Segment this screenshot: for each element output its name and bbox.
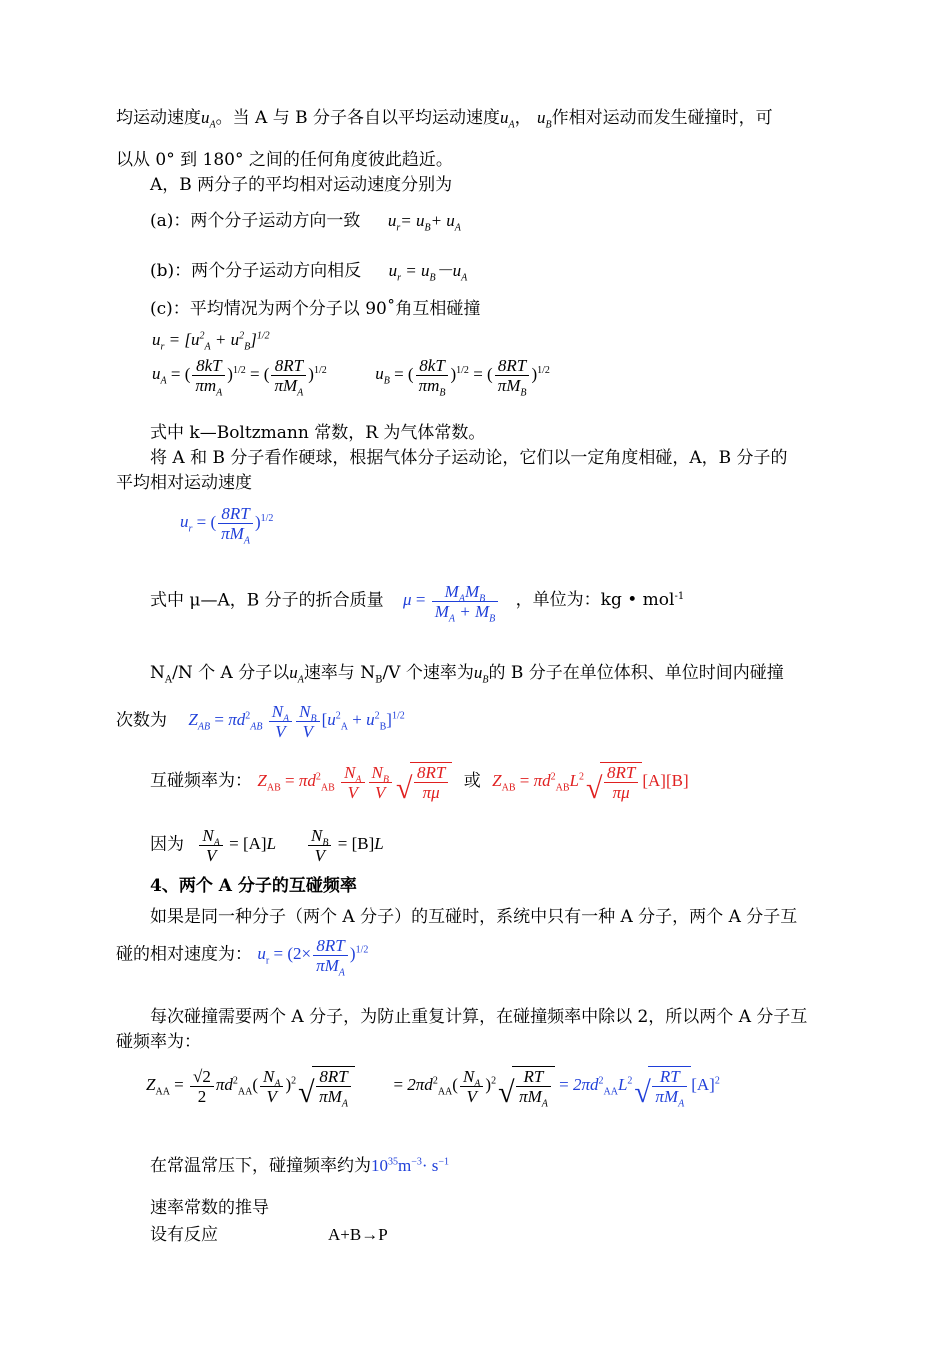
count-line-2: 次数为 $Z_{AB} = \pi d^2_{AB}$ $\frac{N_A}{V}$ $\frac{N_B}{V}$ $[u^2_A + u^2_B]^{1/2}$	[116, 702, 405, 741]
section4-p1: 如果是同一种分子（两个 A 分子）的互碰时，系统中只有一种 A 分子，两个 A 分子互	[150, 907, 798, 927]
formula-same-direction: $u_r= u_B+ u_A$	[387, 211, 461, 234]
note-hard-sphere-1: 将 A 和 B 分子看作硬球，根据气体分子运动论，它们以一定角度相碰，A，B 分子的	[150, 448, 788, 468]
symbol-uA: $u_A$	[201, 108, 216, 131]
formula-ZAB-1: $Z_{AB} = \pi d^2_{AB}$ $\frac{N_A}{V}$ $\frac{N_B}{V}$ √ $\frac{8RT}{\pi\mu}$	[257, 771, 452, 790]
para1-line1	[116, 103, 773, 131]
formula-ZAA: $Z_{AA}$ = $\frac{√2}{2}$ $\pi d^2_{AA}$( $\frac{N_A}{V}$ )$^2$ √ $\frac{8RT}{\pi M_A}$ = $2\pi d^2_{AA}$( $\frac{N_A}{V}$ )$^2$ √ $\frac{RT}{\pi M_A}$ = $2\pi d^2_{AA}L^2$ √ $\frac{RT}{\pi M_A}$ $[A]^2$	[146, 1066, 720, 1106]
text: 作相对运动而发生碰撞时，可	[551, 108, 773, 128]
formula-ur-blue: $u_r$ = ( $\frac{8RT}{\pi M_A}$ )$^{1/2}$	[180, 504, 274, 547]
formula-ZAB-count: $Z_{AB} = \pi d^2_{AB}$ $\frac{N_A}{V}$ $\frac{N_B}{V}$ $[u^2_A + u^2_B]^{1/2}$	[188, 702, 405, 741]
formula-ur-AA: $u_r = (2\times$ $\frac{8RT}{\pi M_A}$ )$^{1/2}$	[257, 936, 369, 979]
text: ，	[514, 108, 532, 128]
symbol-uA: $u_A$	[500, 108, 515, 131]
formula-opposite-direction: $u_r = u_B-u_A$	[388, 261, 468, 284]
section4-p2: 碰的相对速度为： $u_r = (2\times$ $\frac{8RT}{\pi M_A}$ )$^{1/2}$	[116, 936, 369, 979]
count-line: $N_A/N$ 个 A 分子以$u_A$速率与 $N_B/V$ 个速率为$u_B$的 B 分子在单位体积、单位时间内碰撞	[150, 663, 784, 686]
section4-p4: 碰频率为：	[116, 1032, 201, 1052]
formula-ur-average: $u_r = [u^2_A + u^2_B]^{1/2}$	[152, 330, 270, 353]
section4-heading: 4、两个 A 分子的互碰频率	[150, 876, 357, 896]
formula-ZAB-2: $Z_{AB} = \pi d^2_{AB}L^2$ √ $\frac{8RT}{\pi\mu}$ [A][B]	[492, 771, 688, 790]
section4-p3: 每次碰撞需要两个 A 分子，为防止重复计算，在碰撞频率中除以 2，所以两个 A 分子互	[150, 1007, 808, 1027]
formula-uA-uB: $u_A$ = ( $\frac{8kT}{\pi m_A}$ )$^{1/2}$ = ( $\frac{8RT}{\pi M_A}$ )$^{1/2}$ $u_B$ = ( $\frac{8kT}{\pi m_B}$ )$^{1/2}$ = ( $\frac{8RT}{\pi M_B}$ )$^{1/2}$	[152, 356, 550, 399]
case-b: (b)：两个分子运动方向相反 $u_r = u_B-u_A$	[150, 261, 468, 284]
formula-concentration: $\frac{N_A}{V}$ = [A]L $\frac{N_B}{V}$ = [B]L	[197, 834, 383, 853]
note-boltzmann: 式中 k—Boltzmann 常数，R 为气体常数。	[150, 423, 486, 443]
text: 均运动速度	[116, 108, 201, 128]
because-line: 因为 $\frac{N_A}{V}$ = [A]L $\frac{N_B}{V}$ = [B]L	[150, 826, 384, 865]
note-reduced-mass: 式中 μ—A，B 分子的折合质量 μ = $\frac{M_AM_B}{M_A + M_B}$ ，单位为：kg • mol$^{-1}$	[150, 582, 685, 625]
collision-frequency-value: $10^{35}m^{-3}\cdot s^{-1}$	[371, 1156, 450, 1175]
text: 。当 A 与 B 分子各自以平均运动速度	[215, 108, 500, 128]
section4-p6: 速率常数的推导	[150, 1198, 269, 1218]
para1-line3: A，B 两分子的平均相对运动速度分别为	[150, 175, 453, 195]
section4-p7: 设有反应 A+B→P	[150, 1225, 388, 1245]
symbol-uB: $u_B$	[537, 108, 552, 131]
case-a: (a)：两个分子运动方向一致 $u_r= u_B+ u_A$	[150, 211, 461, 234]
section4-p5: 在常温常压下，碰撞频率约为$10^{35}m^{-3}\cdot s^{-1}$	[150, 1156, 450, 1176]
note-hard-sphere-2: 平均相对运动速度	[116, 473, 252, 493]
para1-line2: 以从 0° 到 180° 之间的任何角度彼此趋近。	[116, 150, 453, 170]
reaction-equation: A+B→P	[328, 1225, 388, 1244]
case-c: (c)：平均情况为两个分子以 90˚角互相碰撞	[150, 299, 481, 319]
formula-mu: μ = $\frac{M_AM_B}{M_A + M_B}$	[403, 590, 500, 609]
mutual-freq-line: 互碰频率为： $Z_{AB} = \pi d^2_{AB}$ $\frac{N_A}{V}$ $\frac{N_B}{V}$ √ $\frac{8RT}{\pi\mu}$ 或 $Z_{AB} = \pi d^2_{AB}L^2$ √ $\frac{8RT}{\pi\mu}$ [A][B]	[150, 762, 689, 802]
formula-ZAA-blue: = $2\pi d^2_{AA}L^2$ √ $\frac{RT}{\pi M_A}$ $[A]^2$	[559, 1075, 720, 1094]
